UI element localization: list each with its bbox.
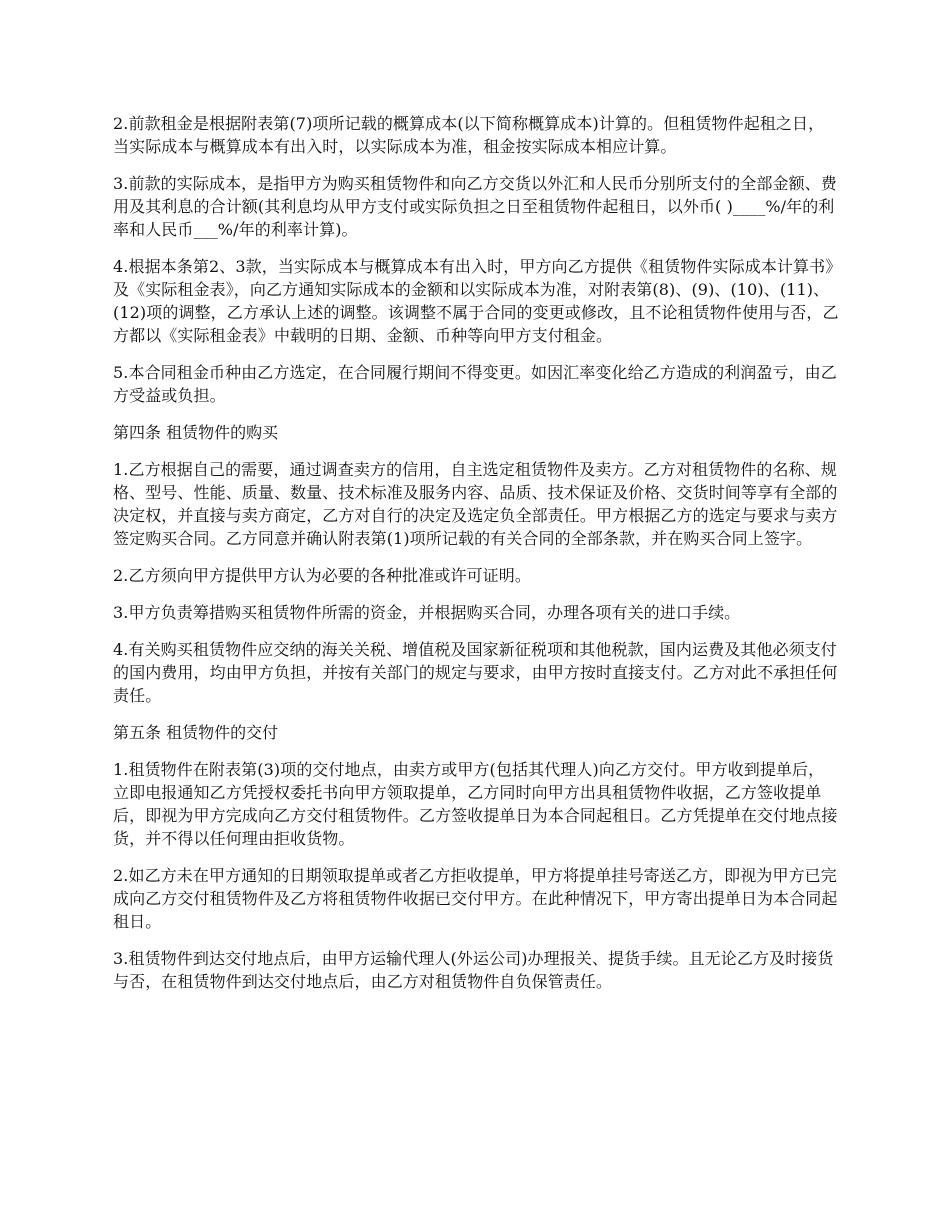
paragraph: 4.根据本条第2、3款，当实际成本与概算成本有出入时，甲方向乙方提供《租赁物件实际成本计算书》及《实际租金表》，向乙方通知实际成本的金额和以实际成本为准，对附表第(8)、(9)、(10)、(11)、(12)项的调整，乙方承认上述的调整。该调整不属于合同的变更或修改，且不论租赁物件使用与否，乙方都以《实际租金表》中载明的日期、金额、币种等向甲方支付租金。 [113, 257, 839, 345]
paragraph: 3.甲方负责筹措购买租赁物件所需的资金，并根据购买合同，办理各项有关的进口手续。 [113, 603, 741, 622]
section-heading: 第五条 租赁物件的交付 [113, 723, 279, 742]
paragraph: 2.如乙方未在甲方通知的日期领取提单或者乙方拒收提单，甲方将提单挂号寄送乙方，即视为甲方已完成向乙方交付租赁物件及乙方将租赁物件收据已交付甲方。在此种情况下，甲方寄出提单日为本合同起租日。 [113, 866, 838, 931]
paragraph: 2.前款租金是根据附表第(7)项所记载的概算成本(以下简称概算成本)计算的。但租赁物件起租之日，当实际成本与概算成本有出入时，以实际成本为准，租金按实际成本相应计算。 [113, 114, 825, 156]
paragraph: 5.本合同租金币种由乙方选定，在合同履行期间不得变更。如因汇率变化给乙方造成的利润盈亏，由乙方受益或负担。 [113, 363, 837, 405]
paragraph: 4.有关购买租赁物件应交纳的海关关税、增值税及国家新征税项和其他税款，国内运费及其他必须支付的国内费用，均由甲方负担，并按有关部门的规定与要求，由甲方按时直接支付。乙方对此不承担任何责任。 [113, 640, 838, 705]
paragraph: 2.乙方须向甲方提供甲方认为必要的各种批准或许可证明。 [113, 566, 531, 585]
paragraph: 3.租赁物件到达交付地点后，由甲方运输代理人(外运公司)办理报关、提货手续。且无论乙方及时接货与否，在租赁物件到达交付地点后，由乙方对租赁物件自负保管责任。 [113, 949, 834, 991]
paragraph: 3.前款的实际成本，是指甲方为购买租赁物件和向乙方交货以外汇和人民币分别所支付的全部金额、费用及其利息的合计额(其利息均从甲方支付或实际负担之日至租赁物件起租日，以外币( )____%/年的利率和人民币___%/年的利率计算)。 [113, 174, 837, 239]
paragraph: 1.乙方根据自己的需要，通过调查卖方的信用，自主选定租赁物件及卖方。乙方对租赁物件的名称、规格、型号、性能、质量、数量、技术标准及服务内容、品质、技术保证及价格、交货时间等享有全部的决定权，并直接与卖方商定，乙方对自行的决定及选定负全部责任。甲方根据乙方的选定与要求与卖方签定购买合同。乙方同意并确认附表第(1)项所记载的有关合同的全部条款，并在购买合同上签字。 [113, 460, 838, 548]
paragraph: 1.租赁物件在附表第(3)项的交付地点，由卖方或甲方(包括其代理人)向乙方交付。甲方收到提单后，立即电报通知乙方凭授权委托书向甲方领取提单，乙方同时向甲方出具租赁物件收据，乙方签收提单后，即视为甲方完成向乙方交付租赁物件。乙方签收提单日为本合同起租日。乙方凭提单在交付地点接货，并不得以任何理由拒收货物。 [113, 760, 838, 848]
section-heading: 第四条 租赁物件的购买 [113, 423, 279, 442]
